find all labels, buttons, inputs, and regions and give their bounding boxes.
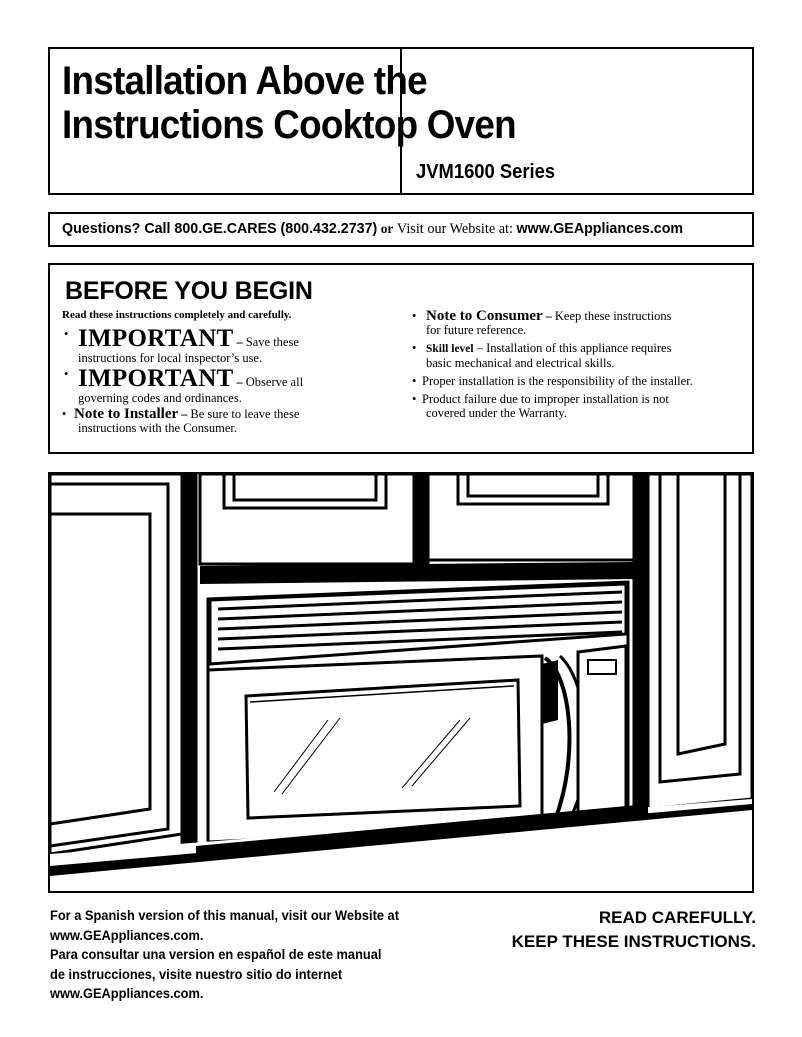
read-carefully: READ CAREFULLY. [598, 908, 756, 927]
spanish-line-1: For a Spanish version of this manual, visit our Website at [50, 908, 399, 923]
title-line-2: Instructions Cooktop Oven [62, 103, 516, 147]
note-to-consumer-label: Note to Consumer [426, 308, 543, 324]
spanish-line-5[interactable]: www.GEAppliances.com. [50, 986, 204, 1001]
series-label: JVM1600 Series [416, 161, 556, 183]
proper-installation-item [412, 374, 742, 388]
read-carefully-note [512, 906, 756, 954]
bullet-icon: • [412, 341, 417, 355]
note-to-installer-text: Be sure to leave these [190, 407, 300, 421]
spanish-version-note [50, 906, 399, 1004]
microwave-cabinet-drawing [50, 474, 752, 891]
dash-icon: – [236, 335, 243, 349]
bullet-icon: • [412, 374, 417, 388]
bullet-icon: • [64, 327, 69, 341]
call-line: Questions? Call 800.GE.CARES (800.432.2737) [62, 220, 378, 237]
before-you-begin-box [48, 263, 754, 454]
important-text-2: governing codes and ordinances. [78, 391, 242, 405]
spanish-line-2[interactable]: www.GEAppliances.com. [50, 927, 204, 943]
important-label: IMPORTANT [78, 365, 234, 392]
skill-level-text-2: basic mechanical and electrical skills. [426, 356, 615, 370]
product-failure-item [412, 392, 742, 420]
important-text-2: instructions for local inspector’s use. [78, 351, 263, 365]
spanish-line-3: Para consultar una version en español de este manual [50, 947, 382, 962]
important-label: IMPORTANT [78, 325, 234, 352]
note-to-consumer-text: Keep these instructions [554, 309, 672, 323]
note-to-installer-text-2: instructions with the Consumer. [78, 421, 238, 435]
questions-text [62, 220, 683, 238]
bullet-icon: • [412, 309, 417, 323]
important-text: Observe all [245, 375, 304, 389]
read-instructions-line: Read these instructions completely and carefully. [62, 309, 292, 321]
spanish-line-4: de instrucciones, visite nuestro sitio do internet [50, 966, 343, 982]
keep-instructions: KEEP THESE INSTRUCTIONS. [511, 932, 756, 951]
dash-icon: – [181, 407, 188, 421]
dash-icon: – [236, 375, 243, 389]
important-item-2 [62, 367, 392, 405]
proper-installation-text: Proper installation is the responsibility of the installer. [422, 374, 693, 388]
before-you-begin-left-column [62, 309, 392, 437]
skill-level-text: – Installation of this appliance requires [476, 341, 672, 355]
or-word: or [380, 222, 394, 237]
note-to-consumer-item [412, 309, 742, 337]
bullet-icon: • [62, 407, 67, 421]
product-failure-text-2: covered under the Warranty. [426, 406, 567, 420]
microwave-illustration [48, 472, 754, 893]
title-line-1: Installation Above the [62, 59, 427, 103]
left-cabinet [50, 474, 196, 854]
visit-text: Visit our Website at: [396, 221, 513, 237]
note-to-installer-item [62, 407, 392, 435]
important-item-1 [62, 327, 392, 365]
product-failure-text: Product failure due to improper installation is not [422, 392, 669, 406]
skill-level-label: Skill level [426, 343, 474, 355]
note-to-installer-label: Note to Installer [74, 406, 179, 422]
skill-level-item [412, 341, 742, 370]
bullet-icon: • [64, 367, 69, 381]
bullet-icon: • [412, 392, 417, 406]
dash-icon: – [545, 309, 552, 323]
questions-bar [48, 212, 754, 247]
before-you-begin-right-column [412, 309, 742, 424]
important-text: Save these [245, 335, 299, 349]
website-link[interactable]: www.GEAppliances.com [516, 220, 684, 237]
title-box [48, 47, 754, 195]
microwave-body [208, 582, 628, 844]
note-to-consumer-text-2: for future reference. [426, 323, 527, 337]
before-you-begin-heading: BEFORE YOU BEGIN [65, 277, 313, 305]
right-cabinet [648, 474, 752, 809]
